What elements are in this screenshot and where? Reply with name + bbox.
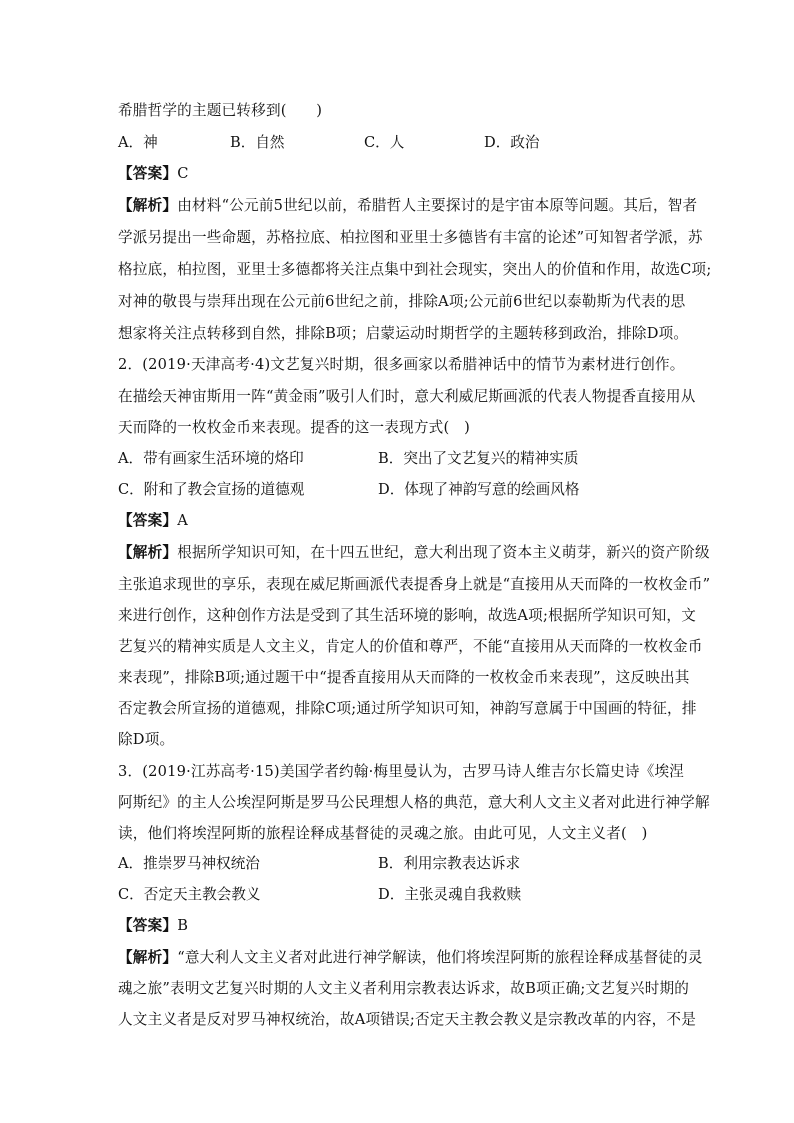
answer-tag: 【答案】 <box>118 512 178 529</box>
q1-analysis-line: 学派另提出一些命题，苏格拉底、柏拉图和亚里士多德皆有丰富的论述”可知智者学派，苏 <box>118 229 703 246</box>
analysis-text: 根据所学知识可知，在十四五世纪，意大利出现了资本主义萌芽，新兴的资产阶级 <box>177 544 710 561</box>
q1-answer <box>118 164 189 184</box>
analysis-tag: 【解析】 <box>118 197 178 214</box>
q1-option-b: B．自然 <box>230 134 285 151</box>
q1-analysis-line <box>118 196 697 216</box>
analysis-tag: 【解析】 <box>118 544 178 561</box>
q3-option-a: A．推崇罗马神权统治 <box>118 855 260 872</box>
q3-answer <box>118 916 188 936</box>
q3-option-d: D．主张灵魂自我救赎 <box>378 886 522 903</box>
q3-analysis-line <box>118 948 703 968</box>
q2-analysis-line: 否定教会所宣扬的道德观，排除C项;通过所学知识可知，神韵写意属于中国画的特征，排 <box>118 700 697 717</box>
q1-option-a: A．神 <box>118 134 158 151</box>
q2-answer <box>118 511 188 531</box>
q2-stem-line: 2．(2019·天津高考·4)文艺复兴时期，很多画家以希腊神话中的情节为素材进行创作。 <box>118 356 685 373</box>
q2-option-d: D．体现了神韵写意的绘画风格 <box>378 481 580 498</box>
q3-option-c: C．否定天主教会教义 <box>118 886 261 903</box>
q1-analysis-line: 想家将关注点转移到自然，排除B项；启蒙运动时期哲学的主题转移到政治，排除D项。 <box>118 325 689 342</box>
q1-option-d: D．政治 <box>484 134 540 151</box>
answer-value: C <box>177 165 189 182</box>
answer-value: A <box>177 512 188 529</box>
analysis-text: 由材料“公元前5世纪以前，希腊哲人主要探讨的是宇宙本原等问题。其后，智者 <box>177 197 698 214</box>
q3-analysis-line: 人文主义者是反对罗马神权统治，故A项错误;否定天主教会教义是宗教改革的内容，不是 <box>118 1011 697 1028</box>
q2-option-c: C．附和了教会宣扬的道德观 <box>118 481 305 498</box>
q2-analysis-line <box>118 543 710 563</box>
answer-tag: 【答案】 <box>118 917 178 934</box>
q3-stem-line: 读，他们将埃涅阿斯的旅程诠释成基督徒的灵魂之旅。由此可见，人文主义者( ) <box>118 825 648 842</box>
q3-option-b: B．利用宗教表达诉求 <box>378 855 521 872</box>
q2-stem-line: 天而降的一枚枚金币来表现。提香的这一表现方式( ) <box>118 419 471 436</box>
q2-analysis-line: 来表现”，排除B项;通过题干中“提香直接用从天而降的一枚枚金币来表现”，这反映出其 <box>118 669 690 686</box>
answer-tag: 【答案】 <box>118 165 178 182</box>
q2-stem-line: 在描绘天神宙斯用一阵“黄金雨”吸引人们时，意大利威尼斯画派的代表人物提香直接用从 <box>118 388 696 405</box>
q2-analysis-line: 艺复兴的精神实质是人文主义，肯定人的价值和尊严，不能“直接用从天而降的一枚枚金币 <box>118 638 703 655</box>
q1-analysis-line: 格拉底，柏拉图，亚里士多德都将关注点集中到社会现实，突出人的价值和作用，故选C项; <box>118 261 712 278</box>
q3-analysis-line: 魂之旅”表明文艺复兴时期的人文主义者利用宗教表达诉求，故B项正确;文艺复兴时期的 <box>118 980 690 997</box>
q2-option-a: A．带有画家生活环境的烙印 <box>118 450 304 467</box>
q2-analysis-line: 主张追求现世的享乐，表现在威尼斯画派代表提香身上就是“直接用从天而降的一枚枚金币” <box>118 576 711 593</box>
q1-analysis-line: 对神的敬畏与崇拜出现在公元前6世纪之前，排除A项;公元前6世纪以泰勒斯为代表的思 <box>118 293 686 310</box>
analysis-tag: 【解析】 <box>118 949 178 966</box>
analysis-text: “意大利人文主义者对此进行神学解读，他们将埃涅阿斯的旅程诠释成基督徒的灵 <box>177 949 703 966</box>
q1-option-c: C．人 <box>364 134 405 151</box>
q3-stem-line: 阿斯纪》的主人公埃涅阿斯是罗马公民理想人格的典范，意大利人文主义者对此进行神学解 <box>118 794 710 811</box>
q2-option-b: B．突出了文艺复兴的精神实质 <box>378 450 579 467</box>
q1-stem-tail: 希腊哲学的主题已转移到( ) <box>118 102 323 119</box>
q2-analysis-line: 除D项。 <box>118 731 175 748</box>
q3-stem-line: 3．(2019·江苏高考·15)美国学者约翰·梅里曼认为，古罗马诗人维吉尔长篇史诗《埃涅 <box>118 763 685 780</box>
answer-value: B <box>177 917 189 934</box>
q2-analysis-line: 来进行创作，这种创作方法是受到了其生活环境的影响，故选A项;根据所学知识可知，文 <box>118 607 697 624</box>
